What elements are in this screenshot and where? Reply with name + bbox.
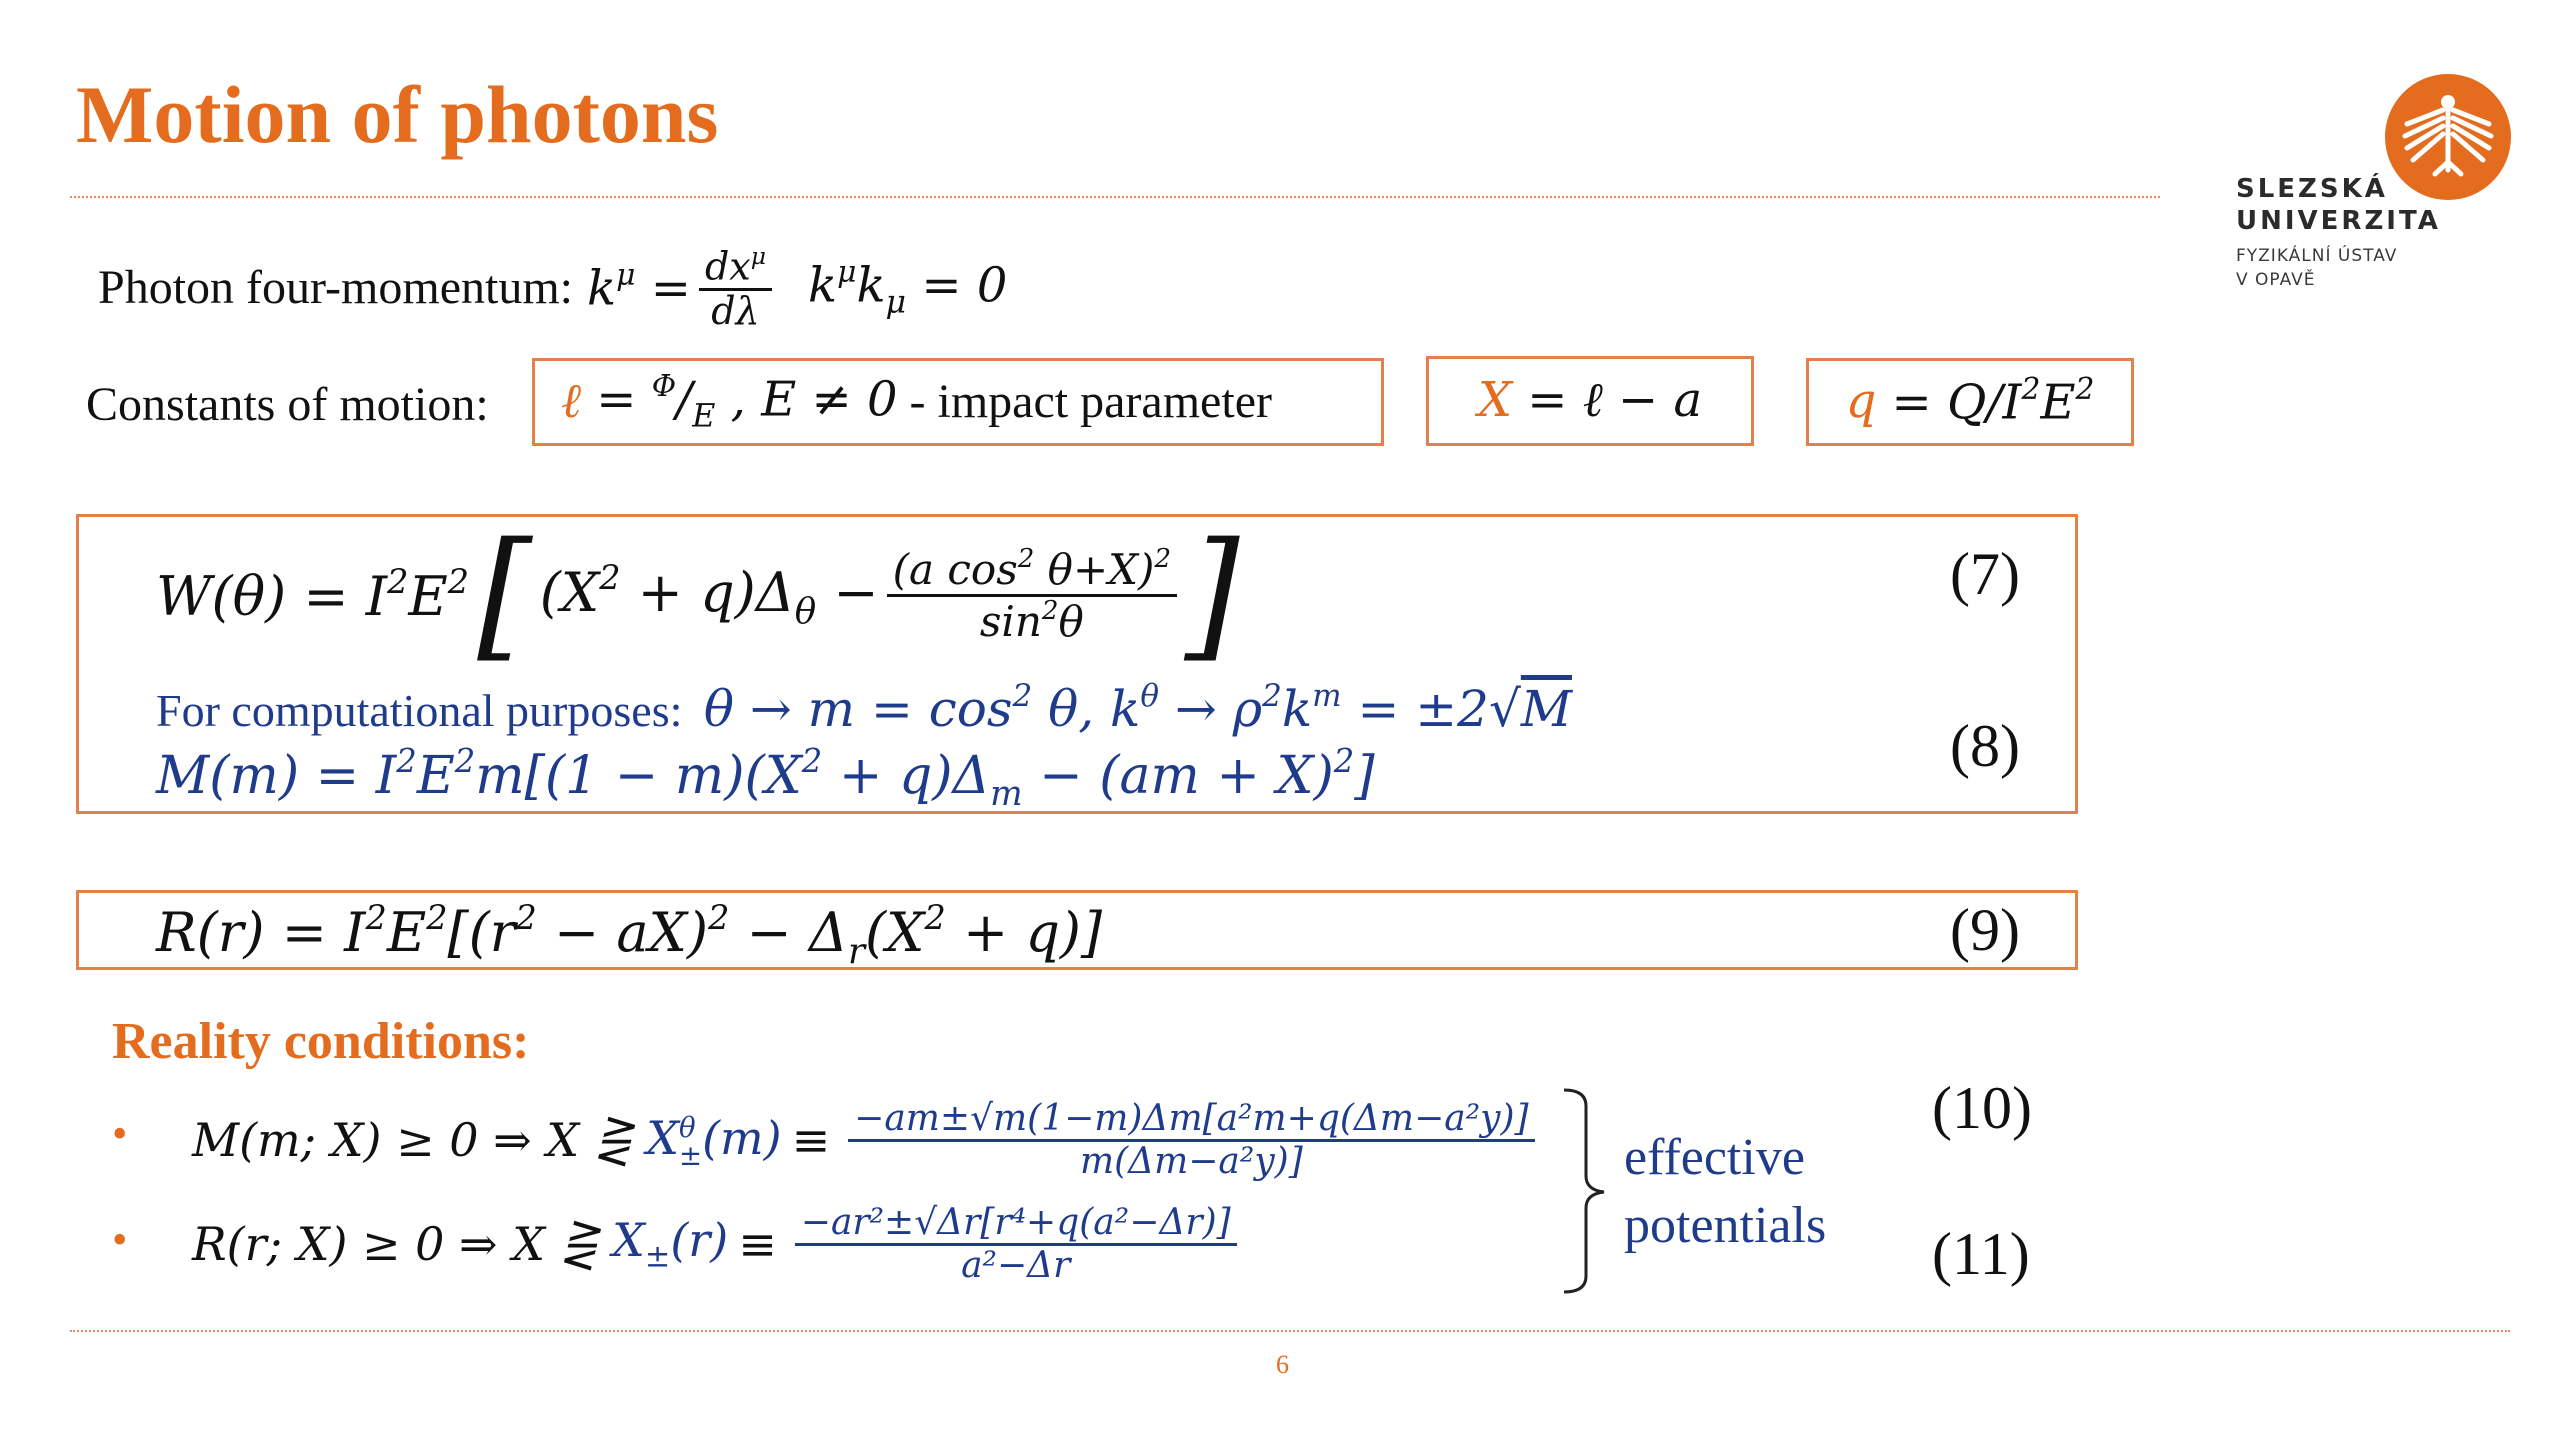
x-definition-box <box>1426 356 1754 446</box>
page-number: 6 <box>1276 1350 1289 1379</box>
eq7-right-bracket: ] <box>1185 513 1240 676</box>
computational-line <box>156 678 1572 739</box>
computational-intro: For computational purposes: <box>156 685 683 737</box>
four-momentum-fraction: $\frac{dx^\mu}{d\lambda}$ <box>699 244 772 333</box>
cond1-fraction: $\frac{\text{−am±√m(1−m)Δm[a²m+q(Δm−a²y)]}}{\text{m(Δm−a²y)]}}$ <box>848 1099 1534 1181</box>
eq7-fraction: $\frac{(a \cos^2 \theta+X)^2}{\sin^2\theta}$ <box>887 545 1177 644</box>
eq7-term: $(X^2 + q)\Delta_\theta$ − <box>539 557 879 633</box>
bracket-label-potentials: potentials <box>1624 1197 1827 1254</box>
q-definition-box <box>1806 358 2134 446</box>
eq11-number: (11) <box>1932 1221 2030 1287</box>
equation-9: $R(r) = I^2E^2[(r^2 - aX)^2 - \Delta_r(X^2 + q)]$ <box>156 898 1103 973</box>
q-variable: q <box>1845 373 1877 430</box>
grouping-brace <box>1560 1086 1620 1296</box>
four-momentum-lhs: $k^\mu$ = <box>587 258 691 317</box>
bullet-1: • <box>112 1109 128 1158</box>
cond1-lhs: M(m; X) ≥ 0 ⇒ X ⋛ <box>192 1113 633 1167</box>
university-logo <box>2385 74 2511 200</box>
constants-label: Constants of motion: <box>86 378 489 431</box>
condition-11 <box>192 1184 1245 1304</box>
four-momentum-label: Photon four-momentum: <box>98 261 574 315</box>
eq8-number: (8) <box>1950 713 2020 779</box>
bullet-2: • <box>112 1215 128 1264</box>
ell-definition: = $^\Phi/_E$ , E ≠ 0 <box>581 368 898 435</box>
cond1-potential: X θ ± (m) <box>646 1110 782 1172</box>
impact-parameter-box <box>532 358 1384 446</box>
page-title: Motion of photons <box>76 69 719 160</box>
eq9-number: (9) <box>1950 897 2020 963</box>
null-condition: $k^\mu k_\mu = 0$ <box>808 254 1008 321</box>
bracket-label-effective: effective <box>1624 1129 1805 1186</box>
eagle-emblem-icon <box>2385 74 2511 200</box>
cond2-equiv: ≡ <box>738 1217 777 1271</box>
reality-heading: Reality conditions: <box>112 1013 530 1070</box>
eq7-left-bracket: [ <box>477 513 532 676</box>
logo-line-1: SLEZSKÁ <box>2236 174 2388 204</box>
four-momentum-row <box>98 238 1007 338</box>
footer-divider <box>70 1330 2510 1332</box>
equation-8: $M(m) = I^2E^2m[(1 - m)(X^2 + q)\Delta_m - (am + X)^2]$ <box>156 742 1375 814</box>
impact-parameter-label: - impact parameter <box>909 375 1272 429</box>
condition-10 <box>192 1080 1543 1200</box>
x-variable: X <box>1477 372 1513 429</box>
x-definition: = ℓ − a <box>1512 372 1703 429</box>
eq7-number: (7) <box>1950 541 2020 607</box>
cond2-fraction: $\frac{\text{−ar²±√Δr[r⁴+q(a²−Δr)]}}{\text{a²−Δr}}$ <box>795 1203 1237 1285</box>
logo-line-2: UNIVERZITA <box>2236 206 2441 236</box>
cond2-potential: $X_\pm(r)$ <box>612 1213 729 1275</box>
equation-7 <box>156 513 1240 676</box>
cond1-equiv: ≡ <box>791 1113 831 1167</box>
substitution: $\theta \to m = \cos^2 \theta$, $k^\theta \to \rho^2k^m = \pm 2√M$ <box>703 678 1573 739</box>
logo-line-4: V OPAVĚ <box>2236 270 2316 290</box>
cond2-lhs: R(r; X) ≥ 0 ⇒ X ⋛ <box>192 1217 599 1271</box>
ell-variable: ℓ <box>561 373 581 430</box>
eq10-number: (10) <box>1932 1075 2032 1141</box>
title-divider <box>70 196 2160 198</box>
eq7-lhs: $W(\theta) = I^2E^2$ <box>156 562 470 628</box>
logo-line-3: FYZIKÁLNÍ ÚSTAV <box>2236 246 2398 266</box>
q-definition: = $Q/I^2E^2$ <box>1876 372 2095 431</box>
